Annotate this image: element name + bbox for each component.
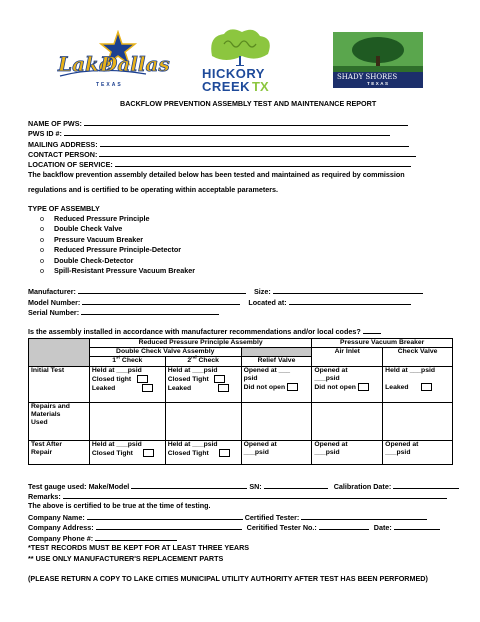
location-of-service-row xyxy=(28,159,411,169)
repairs-cell[interactable] xyxy=(312,402,383,440)
contact-person-input[interactable] xyxy=(99,149,416,157)
gauge-input[interactable] xyxy=(131,481,247,489)
name-of-pws-label: NAME OF PWS: xyxy=(28,119,82,128)
installation-answer-input[interactable] xyxy=(363,326,381,334)
certified-statement: The above is certified to be true at the time of testing. xyxy=(28,501,211,510)
statement-line2: regulations and is certified to be operating within acceptable parameters. xyxy=(28,185,279,194)
company-name-row xyxy=(28,512,427,522)
bullet-icon: o xyxy=(40,235,44,244)
held-at-text: Held at ___psid xyxy=(91,440,142,448)
psid-text: ___psid xyxy=(243,448,269,456)
held-at-text: Held at ___psid xyxy=(167,440,218,448)
psid-text: psid xyxy=(243,374,258,382)
location-of-service-input[interactable] xyxy=(115,159,411,167)
note-replacement-parts: ** USE ONLY MANUFACTURER'S REPLACEMENT PARTS xyxy=(28,554,224,563)
installation-question: Is the assembly installed in accordance with manufacturer recommendations and/or local codes? xyxy=(28,327,361,336)
check-valve-header: Check Valve xyxy=(383,348,453,366)
assembly-type-item[interactable]: Reduced Pressure Principle xyxy=(54,214,150,223)
closed-tight-checkbox[interactable] xyxy=(137,375,148,383)
sn-input[interactable] xyxy=(264,481,328,489)
model-number-label: Model Number: xyxy=(28,298,81,307)
name-of-pws-row xyxy=(28,118,408,128)
did-not-open-checkbox[interactable] xyxy=(358,383,369,391)
initial-air-inlet-cell xyxy=(312,366,383,402)
opened-at-text: Opened at xyxy=(243,440,277,448)
shady-shores-logo xyxy=(333,32,423,88)
relief-valve-header: Relief Valve xyxy=(241,357,312,366)
closed-tight-checkbox[interactable] xyxy=(143,449,154,457)
mailing-address-row xyxy=(28,139,409,149)
closed-tight-checkbox[interactable] xyxy=(219,449,230,457)
company-name-input[interactable] xyxy=(87,512,243,520)
leaked-text: Leaked xyxy=(385,383,409,391)
initial-test-label: Initial Test xyxy=(29,366,90,402)
calibration-input[interactable] xyxy=(393,481,459,489)
assembly-type-item[interactable]: Pressure Vacuum Breaker xyxy=(54,235,144,244)
manufacturer-row xyxy=(28,286,423,296)
assembly-type-item[interactable]: Spill-Resistant Pressure Vacuum Breaker xyxy=(54,266,196,275)
lake-dallas-sub: TEXAS xyxy=(96,82,123,88)
lake-dallas-logo xyxy=(58,30,170,94)
second-check-header: 2nd Check xyxy=(165,357,241,366)
date-label: Date: xyxy=(373,523,392,532)
leaked-checkbox[interactable] xyxy=(218,384,229,392)
company-address-input[interactable] xyxy=(96,522,242,530)
company-phone-label: Company Phone #: xyxy=(28,534,94,543)
bullet-icon: o xyxy=(40,214,44,223)
held-at-text: Held at ___psid xyxy=(91,366,142,374)
bullet-icon: o xyxy=(40,245,44,254)
calibration-label: Calibration Date: xyxy=(333,482,392,491)
repairs-cell[interactable] xyxy=(89,402,165,440)
certified-tester-no-label: Ceritified Tester No.: xyxy=(246,523,317,532)
psid-text: ___psid xyxy=(385,448,411,456)
test-after-repair-label: Test After Repair xyxy=(29,440,90,464)
company-phone-input[interactable] xyxy=(95,533,177,541)
gauge-label: Test gauge used: Make/Model xyxy=(28,482,130,491)
opened-at-text: Opened at xyxy=(385,440,419,448)
air-inlet-header: Air Inlet xyxy=(312,348,383,366)
repairs-label: Repairs and Materials Used xyxy=(29,402,90,440)
opened-at-text: Opened at ___ xyxy=(243,366,291,374)
name-of-pws-input[interactable] xyxy=(84,118,408,126)
initial-second-check-cell xyxy=(165,366,241,402)
location-of-service-label: LOCATION OF SERVICE: xyxy=(28,160,113,169)
psid-text: ___psid xyxy=(314,448,340,456)
serial-number-label: Serial Number: xyxy=(28,308,80,317)
closed-tight-text: Closed Tight xyxy=(91,449,133,457)
repairs-cell[interactable] xyxy=(241,402,312,440)
psid-text: ___psid xyxy=(314,374,340,382)
after-relief-cell xyxy=(241,440,312,464)
held-at-text: Held at ___psid xyxy=(167,366,218,374)
repairs-cell[interactable] xyxy=(383,402,453,440)
located-at-label: Located at: xyxy=(248,298,287,307)
contact-person-row xyxy=(28,149,416,159)
after-check-valve-cell xyxy=(383,440,453,464)
after-first-check-cell xyxy=(89,440,165,464)
manufacturer-input[interactable] xyxy=(78,286,246,294)
initial-relief-cell xyxy=(241,366,312,402)
page-title: BACKFLOW PREVENTION ASSEMBLY TEST AND MAINTENANCE REPORT xyxy=(120,99,377,108)
company-name-label: Company Name: xyxy=(28,513,85,522)
pws-id-input[interactable] xyxy=(64,128,390,136)
dcva-header: Double Check Valve Assembly xyxy=(89,348,241,357)
serial-row xyxy=(28,307,219,317)
closed-tight-text: Closed Tight xyxy=(167,449,209,457)
company-address-row xyxy=(28,522,440,532)
held-at-text: Held at ___psid xyxy=(385,366,436,374)
hickory-suffix: TX xyxy=(252,79,269,94)
sn-label: SN: xyxy=(249,482,262,491)
remarks-row xyxy=(28,491,447,501)
leaked-checkbox[interactable] xyxy=(142,384,153,392)
after-second-check-cell xyxy=(165,440,241,464)
bullet-icon: o xyxy=(40,224,44,233)
assembly-type-item[interactable]: Reduced Pressure Principle-Detector xyxy=(54,245,182,254)
assembly-type-item[interactable]: Double Check-Detector xyxy=(54,256,134,265)
gauge-row xyxy=(28,481,459,491)
return-note: (PLEASE RETURN A COPY TO LAKE CITIES MUNICIPAL UTILITY AUTHORITY AFTER TEST HAS BEEN PERFORMED) xyxy=(28,574,428,583)
initial-first-check-cell xyxy=(89,366,165,402)
pws-id-row xyxy=(28,128,390,138)
first-check-header: 1st Check xyxy=(89,357,165,366)
type-heading: TYPE OF ASSEMBLY xyxy=(28,204,100,213)
hickory-creek-logo xyxy=(202,26,278,94)
mailing-address-label: MAILING ADDRESS: xyxy=(28,140,98,149)
pvb-header: Pressure Vacuum Breaker xyxy=(312,339,453,348)
certified-tester-no-input[interactable] xyxy=(319,522,369,530)
leaked-checkbox[interactable] xyxy=(421,383,432,391)
lake-dallas-word2: Dallas xyxy=(100,52,170,76)
did-not-open-checkbox[interactable] xyxy=(287,383,298,391)
repairs-cell[interactable] xyxy=(165,402,241,440)
test-results-table xyxy=(28,338,453,465)
assembly-type-item[interactable]: Double Check Valve xyxy=(54,224,123,233)
after-air-inlet-cell xyxy=(312,440,383,464)
hickory-line1: HICKORY xyxy=(202,66,265,81)
table-corner xyxy=(29,339,90,367)
company-phone-row xyxy=(28,533,177,543)
hickory-line2: CREEK xyxy=(202,79,251,94)
mailing-address-input[interactable] xyxy=(100,139,409,147)
company-address-label: Company Address: xyxy=(28,523,94,532)
bullet-icon: o xyxy=(40,266,44,275)
statement-line1: The backflow prevention assembly detailed below has been tested and maintained as required by commission xyxy=(28,170,405,179)
did-not-open-text: Did not open xyxy=(314,383,356,391)
leaked-text: Leaked xyxy=(91,384,116,392)
date-input[interactable] xyxy=(394,522,440,530)
rpp-header: Reduced Pressure Principle Assembly xyxy=(89,339,311,348)
certified-tester-input[interactable] xyxy=(301,512,427,520)
bullet-icon: o xyxy=(40,256,44,265)
note-three-years: *TEST RECORDS MUST BE KEPT FOR AT LEAST THREE YEARS xyxy=(28,543,250,552)
did-not-open-text: Did not open xyxy=(243,383,286,391)
opened-at-text: Opened at xyxy=(314,366,348,374)
manufacturer-label: Manufacturer: xyxy=(28,287,76,296)
closed-tight-text: Closed tight xyxy=(91,375,132,383)
remarks-input[interactable] xyxy=(63,491,447,499)
closed-tight-text: Closed Tight xyxy=(167,375,209,383)
initial-check-valve-cell xyxy=(383,366,453,402)
installation-question-row xyxy=(28,326,381,336)
certified-tester-label: Certified Tester: xyxy=(244,513,300,522)
pws-id-label: PWS ID #: xyxy=(28,129,62,138)
size-input[interactable] xyxy=(273,286,423,294)
model-row xyxy=(28,297,411,307)
shady-name: SHADY SHORES xyxy=(337,73,398,81)
shady-sub: TEXAS xyxy=(367,81,390,86)
opened-at-text: Opened at xyxy=(314,440,348,448)
model-number-input[interactable] xyxy=(82,297,240,305)
lake-dallas-word1: Lake xyxy=(58,52,112,76)
leaked-text: Leaked xyxy=(167,384,192,392)
contact-person-label: CONTACT PERSON: xyxy=(28,150,98,159)
remarks-label: Remarks: xyxy=(28,492,61,501)
serial-number-input[interactable] xyxy=(81,307,219,315)
header-blank xyxy=(241,348,312,357)
closed-tight-checkbox[interactable] xyxy=(214,375,225,383)
size-label: Size: xyxy=(253,287,271,296)
located-at-input[interactable] xyxy=(289,297,411,305)
